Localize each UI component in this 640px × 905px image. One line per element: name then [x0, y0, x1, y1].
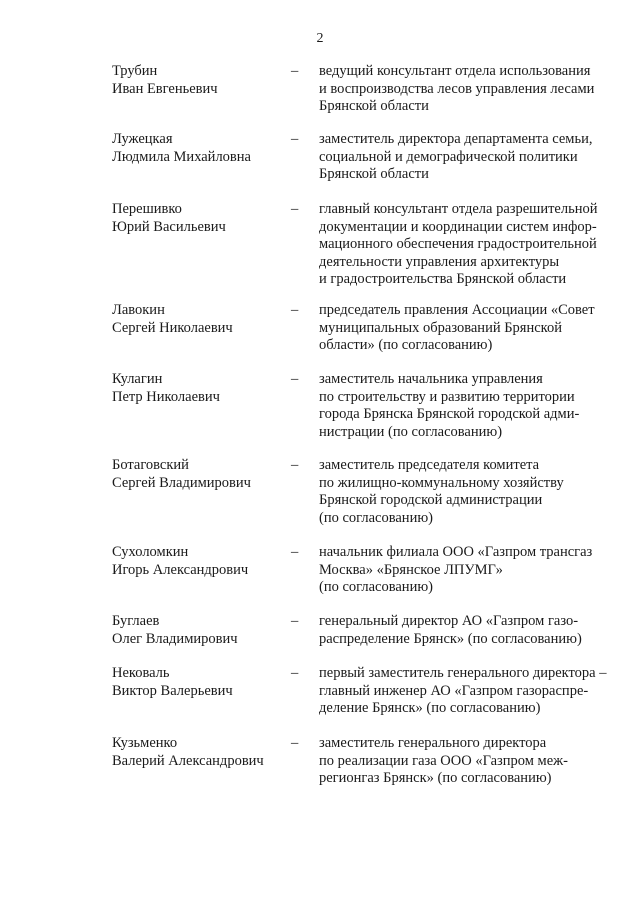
- position-line: регионгаз Брянск» (по согласованию): [319, 770, 552, 787]
- member-position: [319, 735, 619, 788]
- member-given-name: Иван Евгеньевич: [112, 80, 218, 97]
- position-line: по строительству и развитию территории: [319, 388, 575, 405]
- member-name: [112, 735, 282, 770]
- page-number: 2: [316, 31, 324, 46]
- position-line: Брянской городской администрации: [319, 492, 543, 509]
- member-given-name: Сергей Владимирович: [112, 474, 251, 491]
- member-given-name: Виктор Валерьевич: [112, 682, 233, 699]
- member-given-name: Валерий Александрович: [112, 752, 264, 769]
- position-line: нистрации (по согласованию): [319, 423, 503, 440]
- position-line: заместитель директора департамента семьи,: [319, 131, 593, 147]
- member-given-name: Людмила Михайловна: [112, 148, 251, 165]
- position-line: деление Брянск» (по согласованию): [319, 700, 541, 717]
- member-given-name: Юрий Васильевич: [112, 218, 226, 235]
- position-line: Брянской области: [319, 98, 429, 115]
- member-position: [319, 302, 619, 355]
- dash-separator: –: [291, 63, 299, 79]
- member-name: [112, 63, 282, 98]
- member-name: [112, 544, 282, 579]
- position-line: и градостроительства Брянской области: [319, 271, 567, 288]
- position-line: города Брянска Брянской городской адми-: [319, 406, 580, 423]
- position-line: распределение Брянск» (по согласованию): [319, 630, 582, 647]
- member-given-name: Петр Николаевич: [112, 388, 220, 405]
- position-line: заместитель председателя комитета: [319, 457, 540, 473]
- dash-separator: –: [291, 544, 299, 560]
- member-position: [319, 613, 619, 648]
- member-name: [112, 131, 282, 166]
- member-surname: Кулагин: [112, 371, 163, 387]
- member-surname: Лужецкая: [112, 131, 173, 147]
- member-surname: Лавокин: [112, 302, 165, 318]
- position-line: деятельности управления архитектуры: [319, 253, 560, 270]
- position-line: по жилищно-коммунальному хозяйству: [319, 474, 564, 491]
- member-given-name: Сергей Николаевич: [112, 319, 233, 336]
- member-surname: Сухоломкин: [112, 544, 189, 560]
- member-position: [319, 665, 619, 718]
- member-name: [112, 201, 282, 236]
- member-name: [112, 457, 282, 492]
- member-surname: Перешивко: [112, 201, 182, 217]
- member-name: [112, 613, 282, 648]
- position-line: главный инженер АО «Газпром газораспре-: [319, 682, 589, 699]
- position-line: по реализации газа ООО «Газпром меж-: [319, 752, 569, 769]
- position-line: ведущий консультант отдела использования: [319, 63, 591, 79]
- dash-separator: –: [291, 665, 299, 681]
- member-surname: Кузьменко: [112, 735, 178, 751]
- member-name: [112, 371, 282, 406]
- member-position: [319, 201, 619, 289]
- position-line: социальной и демографической политики: [319, 148, 578, 165]
- position-line: (по согласованию): [319, 509, 433, 526]
- position-line: заместитель генерального директора: [319, 735, 547, 751]
- position-line: области» (по согласованию): [319, 337, 493, 354]
- position-line: мационного обеспечения градостроительной: [319, 236, 597, 253]
- position-line: Москва» «Брянское ЛПУМГ»: [319, 561, 503, 578]
- position-line: председатель правления Ассоциации «Совет: [319, 302, 595, 318]
- position-line: документации и координации систем инфор-: [319, 218, 597, 235]
- position-line: муниципальных образований Брянской: [319, 319, 562, 336]
- dash-separator: –: [291, 201, 299, 217]
- position-line: главный консультант отдела разрешительной: [319, 201, 598, 217]
- member-surname: Нековаль: [112, 665, 170, 681]
- member-surname: Трубин: [112, 63, 158, 79]
- member-position: [319, 131, 619, 184]
- dash-separator: –: [291, 457, 299, 473]
- member-position: [319, 457, 619, 527]
- member-position: [319, 544, 619, 597]
- position-line: генеральный директор АО «Газпром газо-: [319, 613, 579, 629]
- member-surname: Ботаговский: [112, 457, 189, 473]
- position-line: и воспроизводства лесов управления лесами: [319, 80, 595, 97]
- member-name: [112, 302, 282, 337]
- dash-separator: –: [291, 302, 299, 318]
- position-line: заместитель начальника управления: [319, 371, 543, 387]
- member-given-name: Олег Владимирович: [112, 630, 238, 647]
- member-position: [319, 63, 619, 116]
- position-line: первый заместитель генерального директора –: [319, 665, 607, 681]
- member-surname: Буглаев: [112, 613, 160, 629]
- position-line: (по согласованию): [319, 579, 433, 596]
- member-position: [319, 371, 619, 441]
- member-name: [112, 665, 282, 700]
- position-line: Брянской области: [319, 166, 429, 183]
- dash-separator: –: [291, 371, 299, 387]
- dash-separator: –: [291, 131, 299, 147]
- position-line: начальник филиала ООО «Газпром трансгаз: [319, 544, 593, 560]
- member-given-name: Игорь Александрович: [112, 561, 249, 578]
- dash-separator: –: [291, 735, 299, 751]
- dash-separator: –: [291, 613, 299, 629]
